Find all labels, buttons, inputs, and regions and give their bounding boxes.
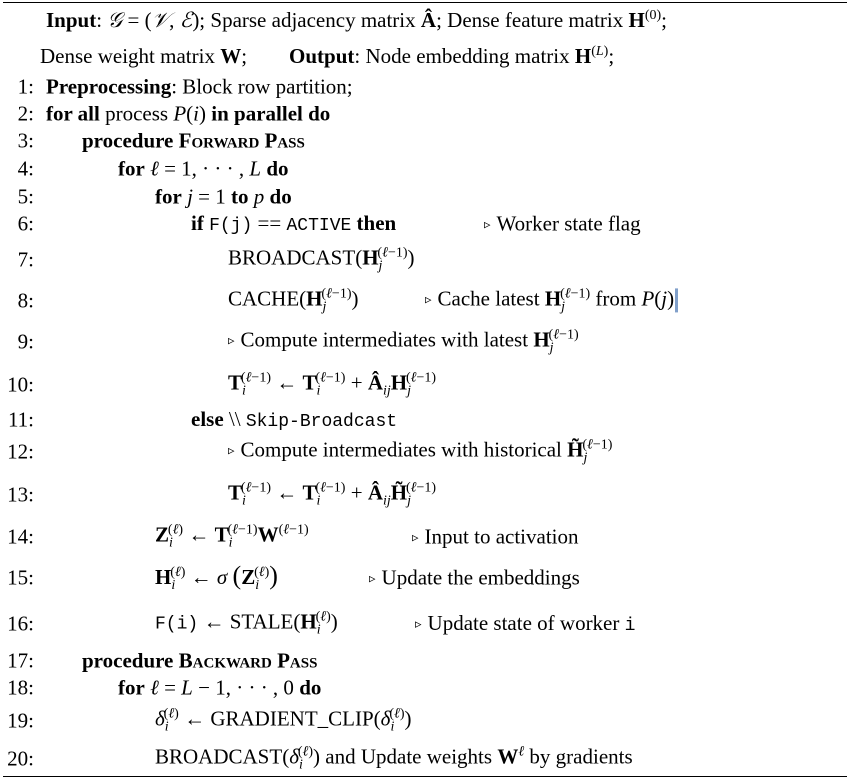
line-number: 10: bbox=[7, 372, 34, 397]
line-text: $T_i^{(\ell-1)}$ ← $T_i^{(\ell-1)}$ + $Â_{ij}H̃_j^{(\ell-1)}$ bbox=[228, 480, 437, 509]
line-text: $T_i^{(\ell-1)}$ ← $T_i^{(\ell-1)}$ + $Â_{ij}H_j^{(\ell-1)}$ bbox=[228, 370, 437, 399]
line-text: if F(j) == ACTIVE then bbox=[191, 211, 397, 236]
line-comment: ▹ Input to activation bbox=[412, 524, 579, 549]
line-text: F(i) ← $STALE(H_i^{(\ell)})$ bbox=[155, 609, 338, 638]
line-text: $H_i^{(\ell)}$ ← σ $(Z_i^{(\ell)})$ bbox=[155, 560, 278, 594]
comment-triangle-icon: ▹ bbox=[412, 529, 419, 545]
line-comment: ▹ Update the embeddings bbox=[369, 565, 580, 590]
comment-triangle-icon: ▹ bbox=[415, 616, 422, 631]
text-cursor bbox=[675, 289, 678, 313]
line-comment: ▹ Update state of worker i bbox=[415, 611, 636, 636]
line-text: procedure Backward Pass bbox=[82, 648, 318, 673]
line-number: 17: bbox=[7, 648, 34, 673]
comment-triangle-icon: ▹ bbox=[484, 216, 491, 232]
line-number: 9: bbox=[17, 329, 34, 354]
line-text: for ℓ = 1, · · · , L do bbox=[118, 156, 289, 181]
line-number: 18: bbox=[7, 675, 34, 700]
line-number: 8: bbox=[17, 288, 34, 313]
line-number: 19: bbox=[7, 708, 34, 733]
line-text: for ℓ = L − 1, · · · , 0 do bbox=[118, 675, 322, 700]
line-comment: ▹ Worker state flag bbox=[484, 211, 641, 236]
line-number: 11: bbox=[7, 407, 34, 432]
line-number: 6: bbox=[17, 211, 34, 236]
line-text: procedure Forward Pass bbox=[82, 128, 305, 153]
line-text: Preprocessing: Block row partition; bbox=[46, 74, 353, 99]
line-number: 1: bbox=[17, 74, 34, 99]
line-text: $\delta_i^{(\ell)}$ ← $GRADIENT\_CLIP(\delta_i^{(\ell)})$ bbox=[155, 706, 412, 735]
line-number: 2: bbox=[17, 101, 34, 126]
comment-triangle-icon: ▹ bbox=[369, 570, 376, 586]
line-number: 3: bbox=[17, 128, 34, 153]
line-number: 14: bbox=[7, 524, 34, 549]
line-number: 7: bbox=[17, 247, 34, 272]
line-text: for j = 1 to p do bbox=[155, 184, 292, 209]
line-text: else \\ Skip-Broadcast bbox=[191, 407, 398, 432]
line-comment: ▹ Compute intermediates with latest $H_j^{(\ell-1)}$ bbox=[228, 327, 579, 356]
line-text: $CACHE(H_j^{(\ell-1)})$ bbox=[228, 286, 359, 315]
line-text: $Z_i^{(\ell)}$ ← $T_i^{(\ell-1)}W^{(\ell-1)}$ bbox=[155, 522, 309, 551]
line-comment: ▹ Cache latest $H_j^{(\ell-1)}$ from P(j) bbox=[425, 287, 678, 314]
line-number: 12: bbox=[7, 439, 34, 464]
comment-triangle-icon: ▹ bbox=[228, 332, 235, 348]
comment-triangle-icon: ▹ bbox=[228, 442, 235, 458]
bottom-rule bbox=[3, 776, 847, 777]
top-rule bbox=[3, 2, 847, 3]
line-text: $BROADCAST(\delta_i^{(\ell)})$ and Update weights $W^\ell$ by gradients bbox=[155, 744, 633, 773]
line-number: 4: bbox=[17, 156, 34, 181]
line-number: 16: bbox=[7, 611, 34, 636]
line-number: 13: bbox=[7, 482, 34, 507]
line-comment: ▹ Compute intermediates with historical $H̃_j^{(\ell-1)}$ bbox=[228, 437, 613, 466]
comment-triangle-icon: ▹ bbox=[425, 291, 432, 307]
line-text: for all process P(i) in parallel do bbox=[46, 101, 331, 126]
output-line: Dense weight matrix W; Output: Node embedding matrix $H^{(L)}$; bbox=[40, 44, 615, 68]
line-text: $BROADCAST(H_j^{(\ell-1)})$ bbox=[228, 245, 415, 274]
line-number: 20: bbox=[7, 746, 34, 771]
line-number: 15: bbox=[7, 565, 34, 590]
line-number: 5: bbox=[17, 184, 34, 209]
input-line: Input: 𝒢 = (𝒱, ℰ); Sparse adjacency matrix Â; Dense feature matrix $H^{(0)}$; bbox=[46, 8, 667, 32]
